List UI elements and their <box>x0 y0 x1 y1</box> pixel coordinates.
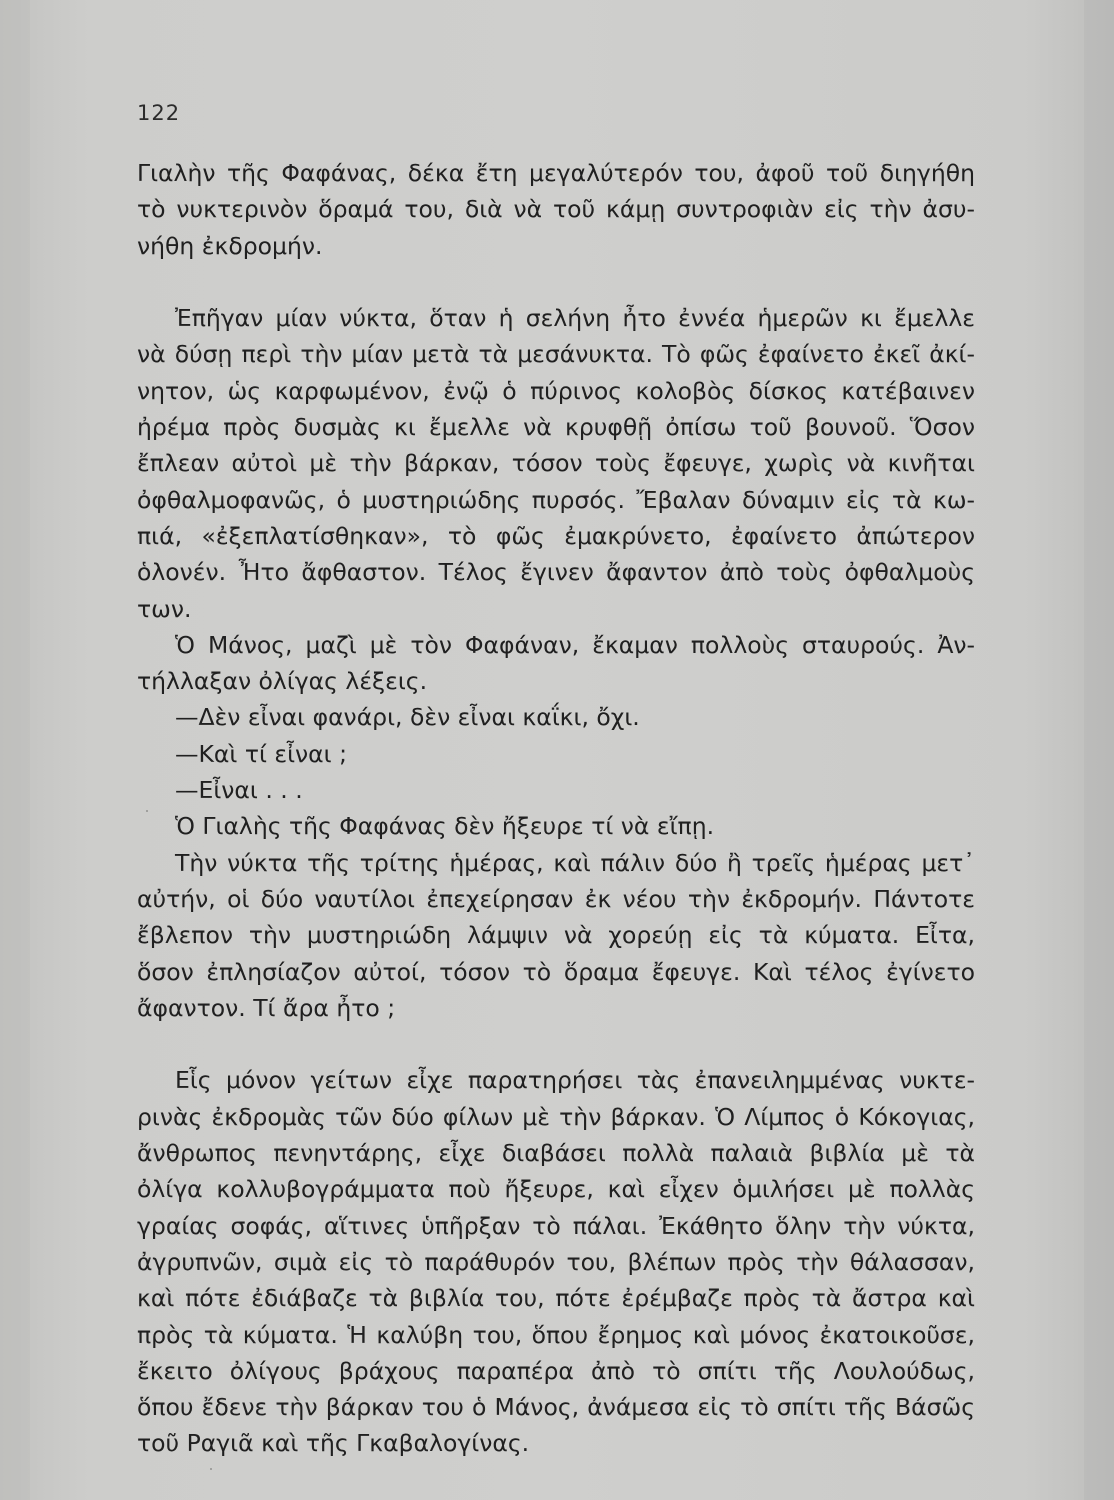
body-text <box>137 155 975 1462</box>
text-line: τοῦ Ραγιᾶ καὶ τῆς Γκαβαλογίνας. <box>137 1429 530 1458</box>
paragraph-5 <box>137 1062 975 1461</box>
paper-speck <box>146 810 148 812</box>
text-line: καὶ πότε ἐδιάβαζε τὰ βιβλία του, πότε ἐρέμβαζε πρὸς τὰ ἄστρα καὶ <box>137 1284 975 1313</box>
paragraph-gap <box>137 1026 975 1062</box>
text-line: ὀλίγα κολλυβογράμματα ποὺ ἤξευρε, καὶ εἶχεν ὁμιλήσει μὲ πολλὰς <box>137 1175 975 1204</box>
dialogue-line: —Δὲν εἶναι φανάρι, δὲν εἶναι καΐκι, ὄχι. <box>175 703 640 732</box>
text-line: ἔκειτο ὀλίγους βράχους παραπέρα ἀπὸ τὸ σπίτι τῆς Λουλούδως, <box>137 1356 975 1385</box>
text-line: ἄφαντον. Τί ἄρα ἦτο ; <box>137 993 396 1022</box>
text-line: Ἐπῆγαν μίαν νύκτα, ὅταν ἡ σελήνη ἦτο ἐννέα ἡμερῶν κι ἔμελλε <box>175 304 975 333</box>
text-line: των. <box>137 594 192 623</box>
text-line: Ὁ Μάνος, μαζὶ μὲ τὸν Φαφάναν, ἔκαμαν πολλοὺς σταυρούς. Ἀν- <box>175 630 975 659</box>
paragraph-4 <box>137 845 975 1026</box>
paragraph-gap <box>137 264 975 300</box>
text-line: γραίας σοφάς, αἵτινες ὑπῆρξαν τὸ πάλαι. Ἐκάθητο ὅλην τὴν νύκτα, <box>137 1211 975 1240</box>
text-line: νὰ δύσῃ περὶ τὴν μίαν μετὰ τὰ μεσάνυκτα. Τὸ φῶς ἐφαίνετο ἐκεῖ ἀκί- <box>137 340 975 369</box>
text-line: τὸ νυκτερινὸν ὅραμά του, διὰ νὰ τοῦ κάμῃ συντροφιὰν εἰς τὴν ἀσυ- <box>137 195 975 224</box>
text-line: ὁλονέν. Ἦτο ἄφθαστον. Τέλος ἔγινεν ἄφαντον ἀπὸ τοὺς ὀφθαλμοὺς <box>137 558 975 587</box>
text-line: ὅσον ἐπλησίαζον αὐτοί, τόσον τὸ ὅραμα ἔφευγε. Καὶ τέλος ἐγίνετο <box>137 957 975 986</box>
paragraph-2 <box>137 300 975 627</box>
text-line: ὅπου ἔδενε τὴν βάρκαν του ὁ Μάνος, ἀνάμεσα εἰς τὸ σπίτι τῆς Βάσῶς <box>137 1393 975 1422</box>
dialogue-line: Ὁ Γιαλὴς τῆς Φαφάνας δὲν ἤξευρε τί νὰ εἴπῃ. <box>175 812 715 841</box>
text-line: Γιαλὴν τῆς Φαφάνας, δέκα ἔτη μεγαλύτερόν του, ἀφοῦ τοῦ διηγήθη <box>137 159 975 187</box>
text-line: νήθη ἐκδρομήν. <box>137 231 323 260</box>
text-line: ἔβλεπον τὴν μυστηριώδη λάμψιν νὰ χορεύῃ εἰς τὰ κύματα. Εἶτα, <box>137 921 975 950</box>
text-line: Εἷς μόνον γείτων εἶχε παρατηρήσει τὰς ἐπανειλημμένας νυκτε- <box>175 1066 975 1095</box>
text-line: τήλλαξαν ὀλίγας λέξεις. <box>137 667 428 696</box>
text-line: ὀφθαλμοφανῶς, ὁ μυστηριώδης πυρσός. Ἔβαλαν δύναμιν εἰς τὰ κω- <box>137 485 975 514</box>
text-line: ἀγρυπνῶν, σιμὰ εἰς τὸ παράθυρόν του, βλέπων πρὸς τὴν θάλασσαν, <box>137 1247 975 1276</box>
text-line: ἄνθρωπος πενηντάρης, εἶχε διαβάσει πολλὰ παλαιὰ βιβλία μὲ τὰ <box>137 1139 975 1168</box>
text-line: ρινὰς ἐκδρομὰς τῶν δύο φίλων μὲ τὴν βάρκαν. Ὁ Λίμπος ὁ Κόκογιας, <box>137 1102 975 1131</box>
paper-speck <box>210 1468 212 1470</box>
text-line: αὐτήν, οἱ δύο ναυτίλοι ἐπεχείρησαν ἐκ νέου τὴν ἐκδρομήν. Πάντοτε <box>137 884 975 913</box>
dialogue-line: —Εἶναι . . . <box>175 776 303 805</box>
text-line: πιά, «ἐξεπλατίσθηκαν», τὸ φῶς ἐμακρύνετο, ἐφαίνετο ἀπώτερον <box>137 521 975 550</box>
dialogue-line: —Καὶ τί εἶναι ; <box>175 739 348 768</box>
paragraph-1 <box>137 155 975 264</box>
text-line: ἠρέμα πρὸς δυσμὰς κι ἔμελλε νὰ κρυφθῇ ὀπίσω τοῦ βουνοῦ. Ὅσον <box>137 413 975 442</box>
text-line: ἔπλεαν αὐτοὶ μὲ τὴν βάρκαν, τόσον τοὺς ἔφευγε, χωρὶς νὰ κινῆται <box>137 449 975 478</box>
paragraph-3 <box>137 627 975 700</box>
text-line: νητον, ὡς καρφωμένον, ἐνῷ ὁ πύρινος κολοβὸς δίσκος κατέβαινεν <box>137 376 975 405</box>
text-line: πρὸς τὰ κύματα. Ἡ καλύβη του, ὅπου ἔρημος καὶ μόνος ἐκατοικοῦσε, <box>137 1320 975 1349</box>
text-line: Τὴν νύκτα τῆς τρίτης ἡμέρας, καὶ πάλιν δύο ἢ τρεῖς ἡμέρας μετ᾽ <box>175 848 975 877</box>
page-number: 122 <box>137 101 181 125</box>
